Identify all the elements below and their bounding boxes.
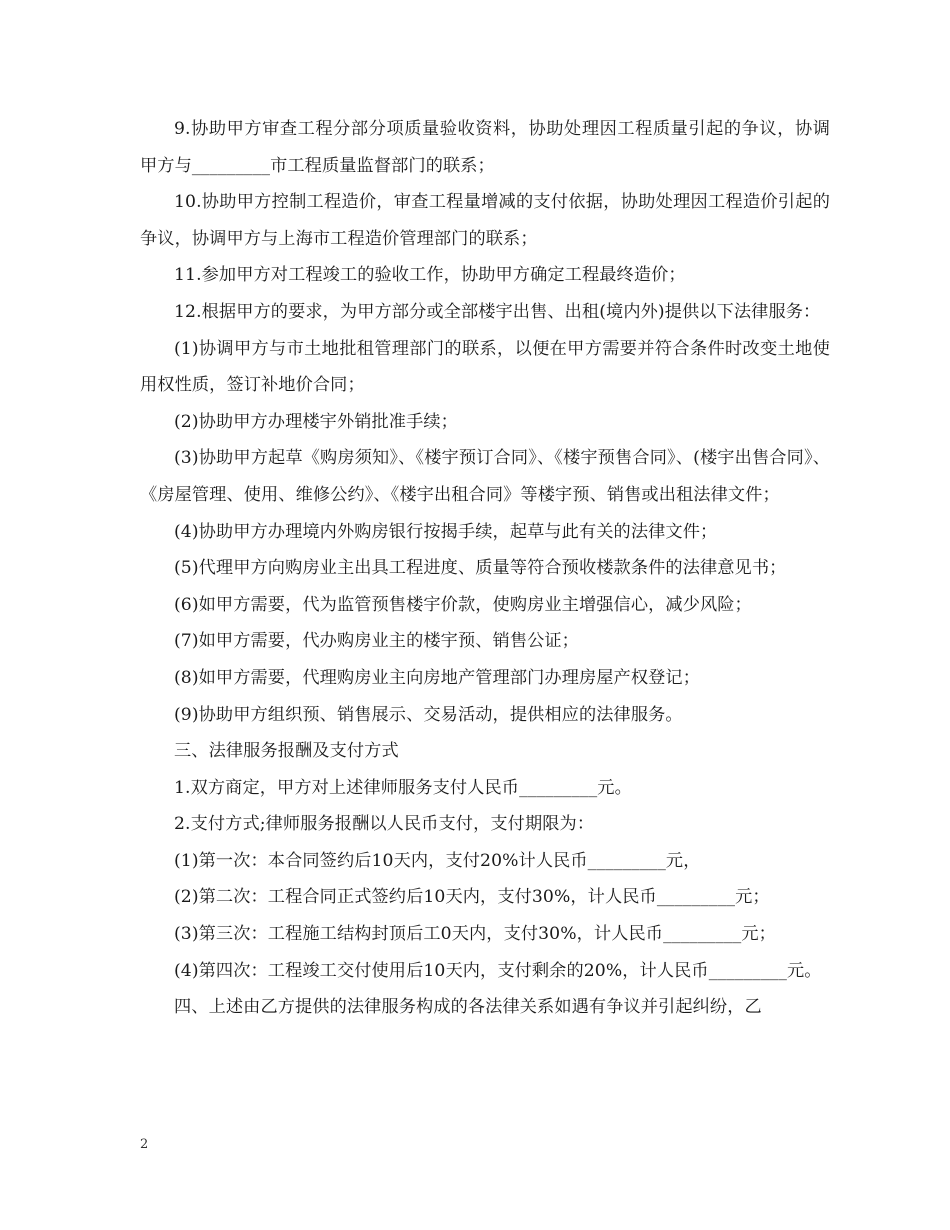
paragraph-subitem-5-legal-opinion: (5)代理甲方向购房业主出具工程进度、质量等符合预收楼款条件的法律意见书； (174, 558, 787, 579)
paragraph-subitem-6-escrow: (6)如甲方需要，代为监管预售楼宇价款，使购房业主增强信心，减少风险； (174, 594, 752, 615)
document-body (140, 111, 830, 1026)
paragraph-payment-first: (1)第一次：本合同签约后10天内，支付20%计人民币_________元， (174, 850, 701, 871)
page-number: 2 (140, 1137, 149, 1152)
paragraph-subitem-3-drafting: (3)协助甲方起草《购房须知》、《楼宇预订合同》、《楼宇预售合同》、(楼宇出售合同》、《房屋管理、使用、维修公约》、《楼宇出租合同》等楼宇预、销售或出租法律文件； (140, 448, 830, 505)
paragraph-item-10-cost: 10.协助甲方控制工程造价，审查工程量增减的支付依据，协助处理因工程造价引起的争议，协调甲方与上海市工程造价管理部门的联系； (140, 192, 830, 249)
paragraph-subitem-9-exhibition: (9)协助甲方组织预、销售展示、交易活动，提供相应的法律服务。 (174, 704, 683, 725)
paragraph-payment-third: (3)第三次：工程施工结构封顶后工0天内，支付30%，计人民币_________元； (174, 924, 776, 945)
paragraph-item-12-legal-services: 12.根据甲方的要求，为甲方部分或全部楼宇出售、出租(境内外)提供以下法律服务： (174, 301, 821, 322)
paragraph-payment-fourth: (4)第四次：工程竣工交付使用后10天内，支付剩余的20%，计人民币_________元。 (174, 960, 822, 981)
paragraph-item-11-acceptance: 11.参加甲方对工程竣工的验收工作，协助甲方确定工程最终造价； (174, 265, 686, 286)
section-heading-3-fees: 三、法律服务报酬及支付方式 (174, 741, 399, 762)
paragraph-subitem-2-export-approval: (2)协助甲方办理楼宇外销批准手续； (174, 411, 458, 432)
section-heading-4-disputes: 四、上述由乙方提供的法律服务构成的各法律关系如遇有争议并引起纠纷，乙 (174, 997, 762, 1018)
paragraph-subitem-8-registration: (8)如甲方需要，代理购房业主向房地产管理部门办理房屋产权登记； (174, 667, 700, 688)
paragraph-item-9-quality: 9.协助甲方审查工程分部分项质量验收资料，协助处理因工程质量引起的争议，协调甲方与_________市工程质量监督部门的联系； (140, 119, 830, 176)
paragraph-fee-amount: 1.双方商定，甲方对上述律师服务支付人民币_________元。 (174, 777, 632, 798)
paragraph-subitem-7-notarization: (7)如甲方需要，代办购房业主的楼宇预、销售公证； (174, 631, 579, 652)
paragraph-subitem-1-land: (1)协调甲方与市土地批租管理部门的联系，以便在甲方需要并符合条件时改变土地使用权性质，签订补地价合同； (140, 338, 830, 396)
paragraph-payment-method: 2.支付方式;律师服务报酬以人民币支付，支付期限为： (174, 814, 595, 835)
paragraph-payment-second: (2)第二次：工程合同正式签约后10天内，支付30%，计人民币_________元； (174, 887, 770, 908)
paragraph-subitem-4-mortgage: (4)协助甲方办理境内外购房银行按揭手续，起草与此有关的法律文件； (174, 521, 718, 542)
